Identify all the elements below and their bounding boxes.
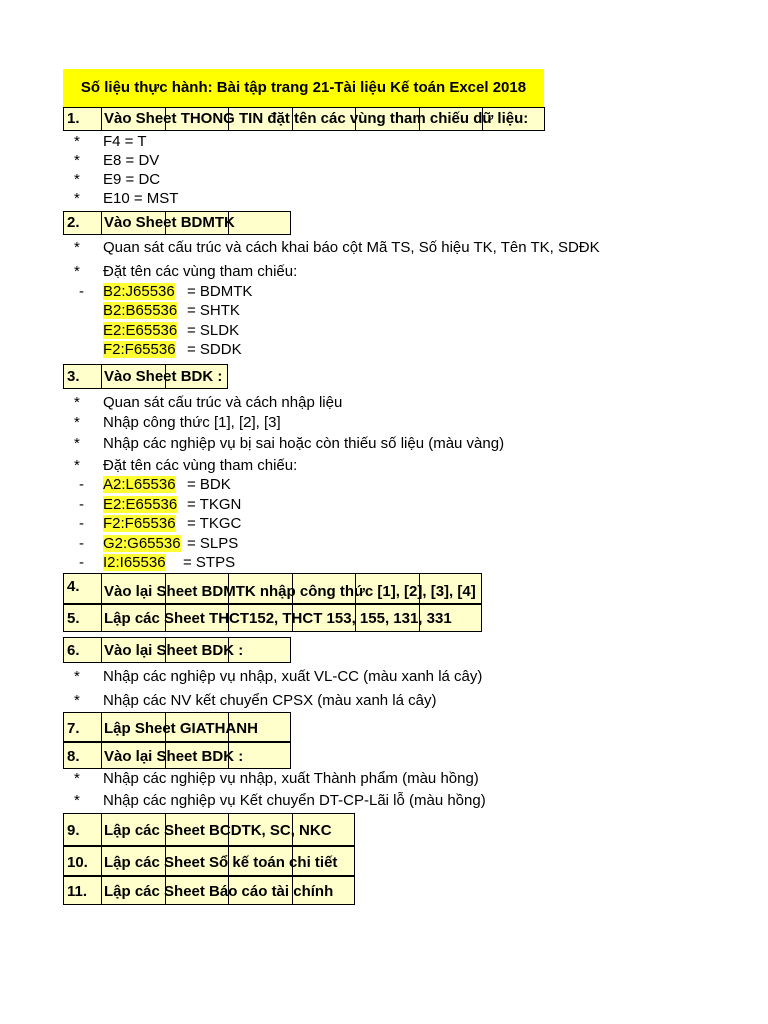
- section-text: Vào lại Sheet BDK :: [104, 642, 244, 659]
- section-11-header: [63, 876, 355, 905]
- section-text: Lập Sheet GIATHANH: [104, 720, 258, 737]
- section-text: Lập các Sheet BCDTK, SC, NKC: [104, 822, 332, 839]
- section-number: 7.: [67, 720, 80, 737]
- section-number: 10.: [67, 854, 88, 871]
- section-number: 9.: [67, 822, 80, 839]
- section-number: 5.: [67, 610, 80, 627]
- range-name: = TKGN: [187, 496, 242, 513]
- range-name: = BDK: [187, 476, 231, 493]
- section-text: Vào Sheet BDK :: [104, 368, 223, 385]
- page-title: Số liệu thực hành: Bài tập trang 21-Tài liệu Kế toán Excel 2018: [63, 69, 544, 107]
- range-ref: B2:B65536: [103, 302, 178, 319]
- range-ref: E2:E65536: [103, 496, 178, 513]
- section-8-header: [63, 742, 291, 769]
- section-number: 8.: [67, 748, 80, 765]
- section-number: 2.: [67, 214, 80, 231]
- section-text: Lập các Sheet Báo cáo tài chính: [104, 883, 334, 900]
- section-text: Lập các Sheet THCT152, THCT 153, 155, 131, 331: [104, 610, 452, 627]
- section-2-header: [63, 211, 291, 235]
- section-text: Vào lại Sheet BDMTK nhập công thức [1], [2], [3], [4]: [104, 583, 476, 600]
- section-number: 11.: [67, 883, 88, 900]
- section-text: Vào lại Sheet BDK :: [104, 748, 244, 765]
- range-name: = SDDK: [187, 341, 242, 358]
- section-number: 4.: [67, 578, 80, 595]
- section-number: 1.: [67, 110, 80, 127]
- section-10-header: [63, 846, 355, 876]
- section-number: 6.: [67, 642, 80, 659]
- section-number: 3.: [67, 368, 80, 385]
- range-name: = TKGC: [187, 515, 242, 532]
- section-9-header: [63, 813, 355, 846]
- range-name: = SLDK: [187, 322, 240, 339]
- section-3-header: [63, 364, 228, 389]
- range-ref: I2:I65536: [103, 554, 166, 571]
- range-ref: B2:J65536: [103, 283, 175, 300]
- range-ref: G2:G65536: [103, 535, 181, 552]
- range-ref: E2:E65536: [103, 322, 178, 339]
- section-7-header: [63, 712, 291, 742]
- section-text: Lập các Sheet Sổ kế toán chi tiết: [104, 854, 338, 871]
- section-1-header: [63, 107, 545, 131]
- section-text: Vào Sheet THONG TIN đặt tên các vùng tham chiếu dữ liệu:: [104, 110, 529, 127]
- range-name: = BDMTK: [187, 283, 253, 300]
- section-6-header: [63, 637, 291, 663]
- section-4-header: [63, 573, 482, 604]
- section-text: Vào Sheet BDMTK: [104, 214, 235, 231]
- section-5-header: [63, 604, 482, 632]
- range-ref: F2:F65536: [103, 515, 176, 532]
- range-name: = SHTK: [187, 302, 240, 319]
- range-name: = SLPS: [187, 535, 239, 552]
- range-ref: A2:L65536: [103, 476, 176, 493]
- range-name: = STPS: [183, 554, 236, 571]
- range-ref: F2:F65536: [103, 341, 176, 358]
